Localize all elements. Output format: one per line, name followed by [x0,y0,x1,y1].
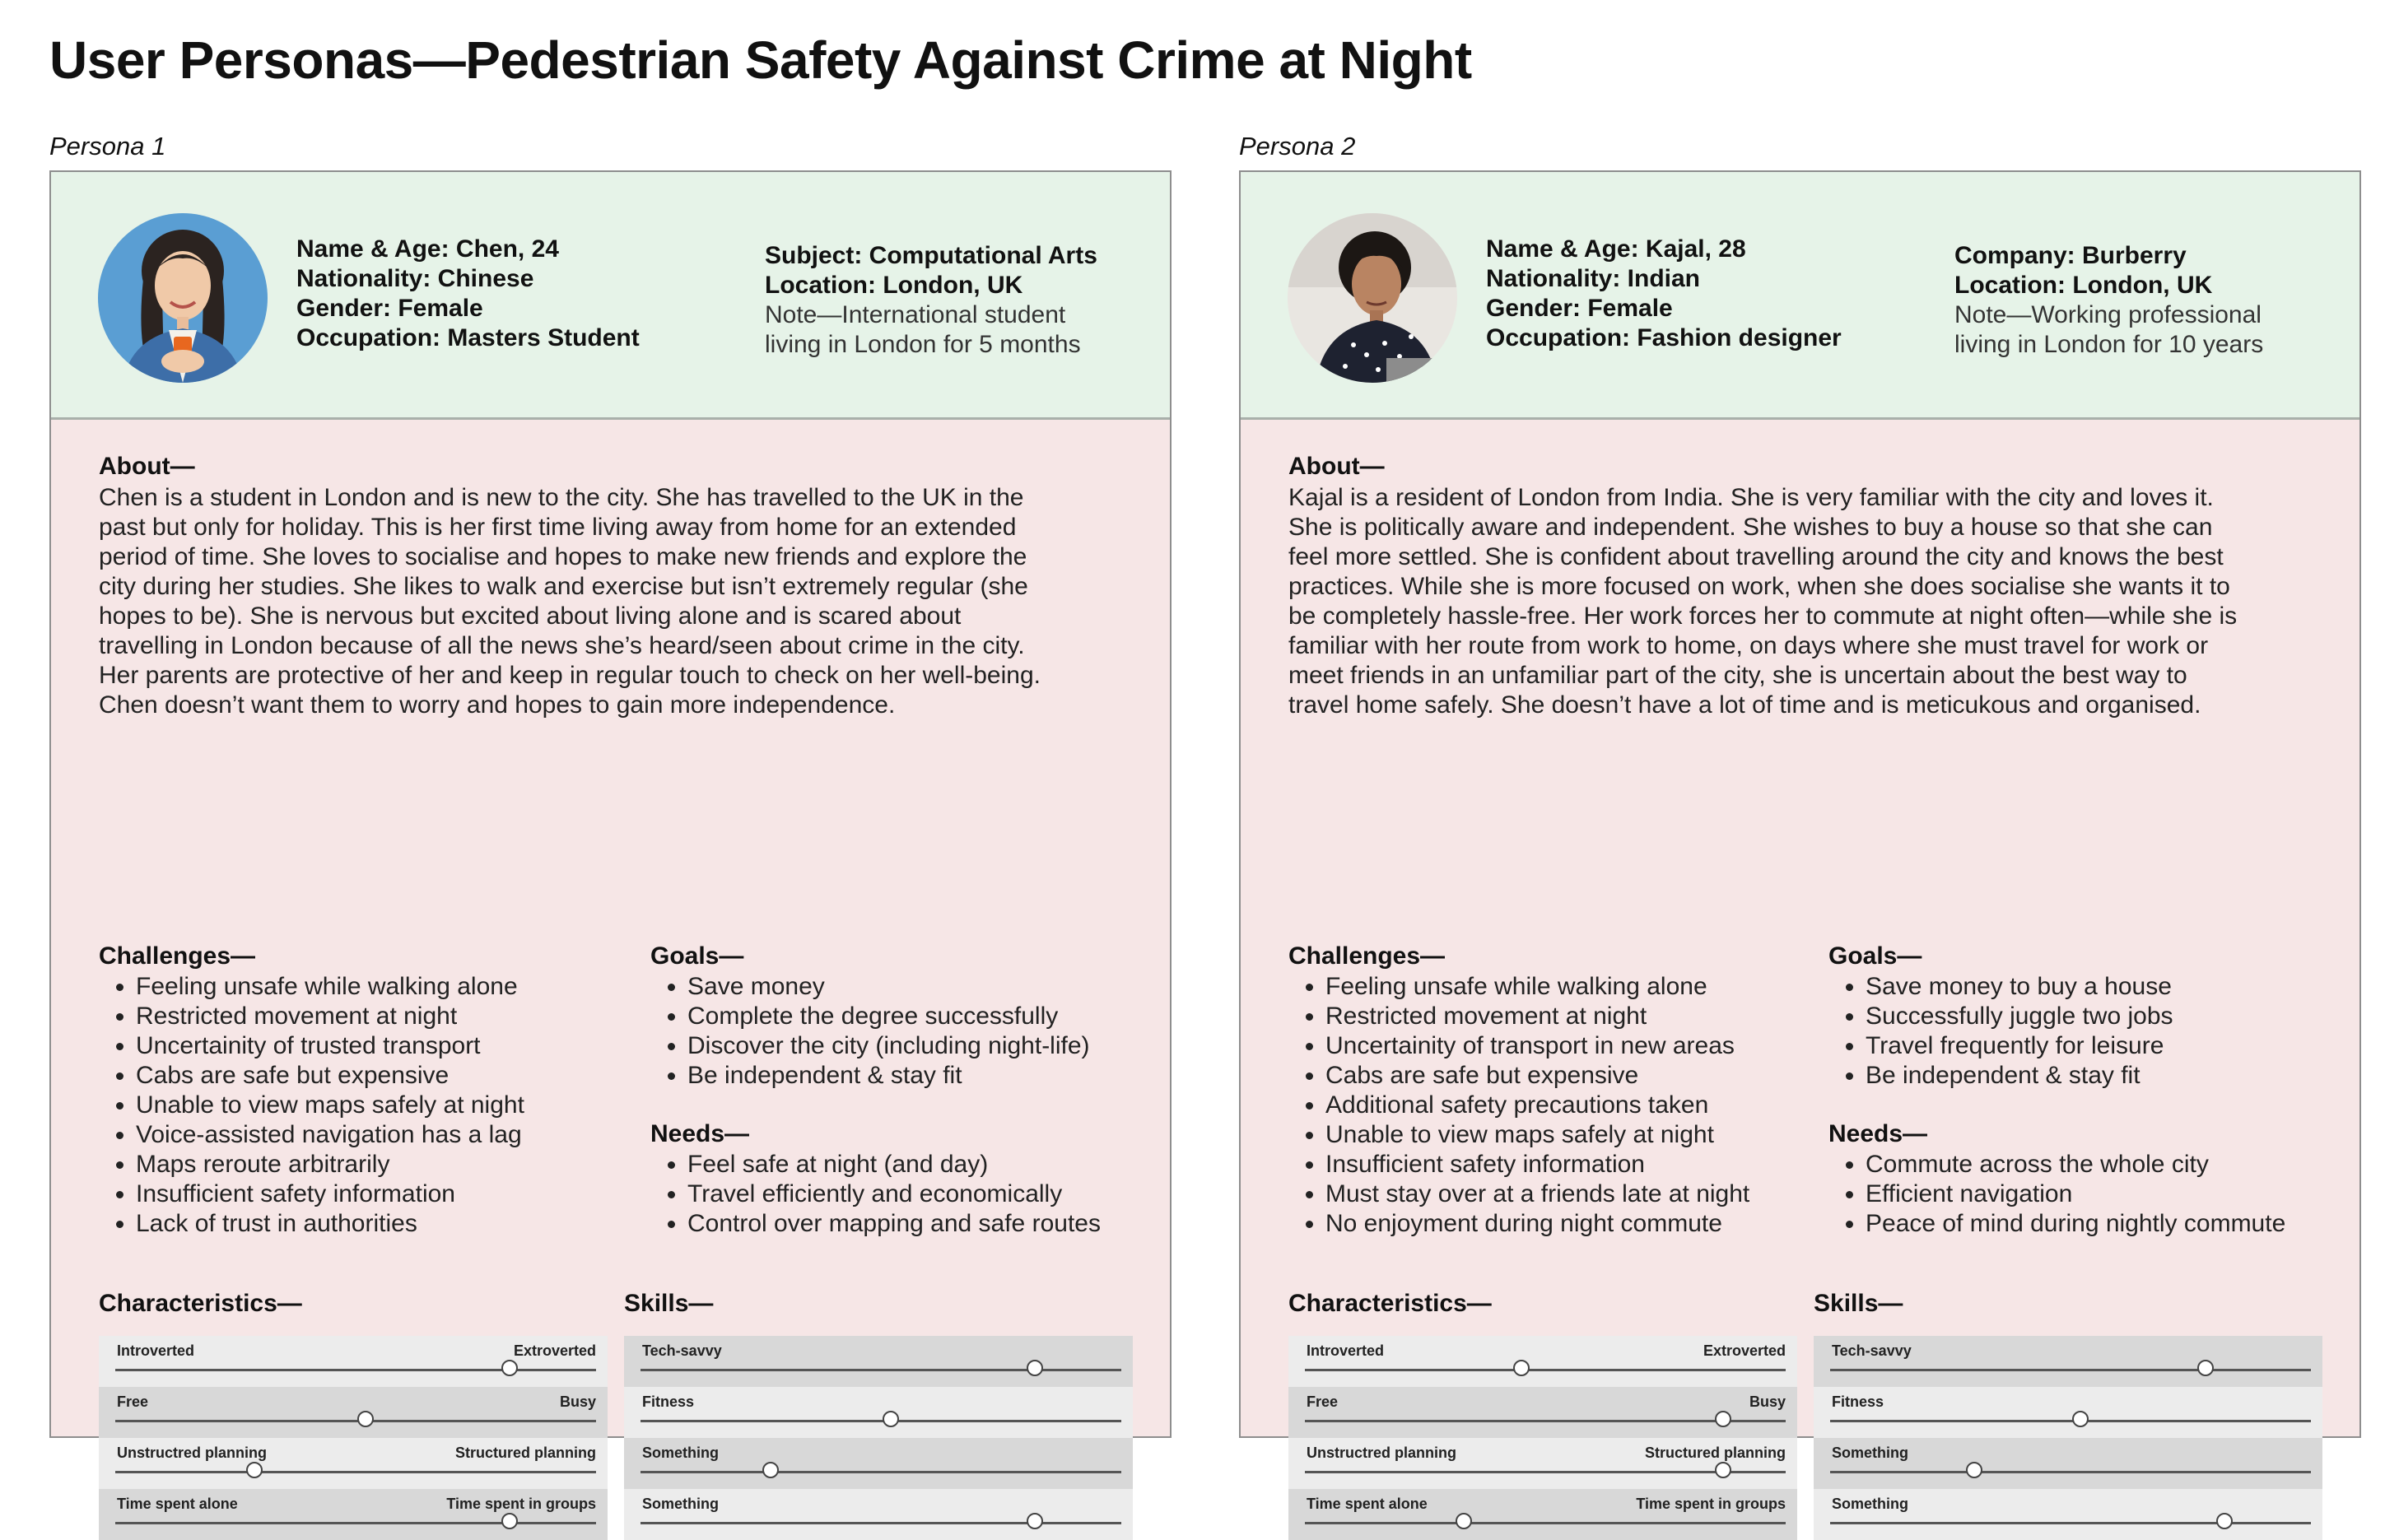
slider-row [99,1489,608,1540]
about-line: Chen doesn’t want them to worry and hopes to gain more independence. [99,691,896,719]
list-item: • Discover the city (including night-life) [687,1031,1090,1061]
about-line: travelling in London because of all the news she’s heard/seen about crime in the city. [99,632,1025,659]
persona-basic-info [1486,235,1842,353]
slider-row [1288,1336,1797,1387]
slider-left-label: Free [1307,1393,1339,1410]
list-item: • Be independent & stay fit [1866,1061,2173,1091]
characteristics-sliders [1288,1336,1797,1540]
list-item: • Insufficient safety information [1325,1150,1749,1179]
list-item: • Feeling unsafe while walking alone [136,972,524,1002]
slider-row [624,1438,1133,1489]
slider-thumb[interactable] [1027,1360,1043,1376]
note-line-2: living in London for 10 years [1954,331,2264,358]
slider-row [99,1438,608,1489]
slider-row [624,1489,1133,1540]
slider-thumb[interactable] [762,1462,779,1478]
list-item: • Feel safe at night (and day) [687,1150,1101,1179]
list-item: • Successfully juggle two jobs [1866,1002,2173,1031]
avatar-photo [1288,213,1457,383]
slider-left-label: Fitness [1832,1393,1884,1410]
slider-row [1814,1336,2322,1387]
list-item: • Cabs are safe but expensive [136,1061,524,1091]
persona-card [49,170,1172,1512]
slider-track [641,1369,1121,1371]
slider-row [1814,1438,2322,1489]
slider-track [115,1420,596,1422]
needs-heading: Needs— [1828,1120,1928,1147]
slider-right-label: Busy [1749,1393,1786,1410]
slider-thumb[interactable] [246,1462,263,1478]
slider-thumb[interactable] [1513,1360,1530,1376]
nationality: Nationality: Chinese [296,265,534,292]
list-item: • Uncertainity of transport in new areas [1325,1031,1749,1061]
about-line: Kajal is a resident of London from India. She is very familiar with the city and loves it. [1288,484,2214,511]
slider-left-label: Time spent alone [117,1496,238,1512]
slider-left-label: Unstructred planning [117,1445,268,1461]
slider-track [115,1471,596,1473]
list-item: • Feeling unsafe while walking alone [1325,972,1749,1002]
slider-thumb[interactable] [1715,1411,1731,1427]
gender: Gender: Female [1486,295,1673,322]
needs-list [1828,1150,2285,1239]
subject: Subject: Computational Arts [765,242,1097,269]
slider-track [1830,1522,2311,1524]
persona-label: Persona 2 [1239,132,1356,161]
about-line: She is politically aware and independent. She wishes to buy a house so that she can [1288,514,2213,541]
slider-thumb[interactable] [2072,1411,2089,1427]
goals-list [1828,972,2173,1091]
needs-list [650,1150,1101,1239]
goals-list [650,972,1090,1091]
slider-track [1830,1420,2311,1422]
list-item: • Restricted movement at night [1325,1002,1749,1031]
slider-track [115,1369,596,1371]
list-item: • Commute across the whole city [1866,1150,2285,1179]
slider-row [99,1336,608,1387]
slider-row [1814,1387,2322,1438]
slider-right-label: Time spent in groups [1636,1496,1786,1512]
persona-label: Persona 1 [49,132,166,161]
slider-thumb[interactable] [883,1411,899,1427]
list-item: • Cabs are safe but expensive [1325,1061,1749,1091]
slider-thumb[interactable] [1456,1513,1472,1529]
slider-thumb[interactable] [501,1360,518,1376]
slider-track [641,1420,1121,1422]
about-line: be completely hassle-free. Her work forces her to commute at night often—while she is [1288,603,2238,630]
slider-right-label: Time spent in groups [446,1496,596,1512]
slider-track [1305,1369,1786,1371]
slider-track [641,1522,1121,1524]
about-line: feel more settled. She is confident about travelling around the city and knows the best [1288,543,2224,570]
skills-heading: Skills— [624,1290,714,1317]
about-text [1288,483,2317,720]
avatar [1288,213,1457,383]
list-item: • Peace of mind during nightly commute [1866,1209,2285,1239]
about-line: travel home safely. She doesn’t have a lot of time and is meticukous and organised. [1288,691,2201,719]
persona-extra-info [1954,241,2263,360]
slider-row [1288,1489,1797,1540]
note-line-2: living in London for 5 months [765,331,1081,358]
slider-left-label: Something [642,1445,719,1461]
about-line: city during her studies. She likes to walk and exercise but isn’t extremely regular (she [99,573,1028,600]
slider-track [1830,1471,2311,1473]
slider-left-label: Fitness [642,1393,695,1410]
skills-heading: Skills— [1814,1290,1903,1317]
list-item: • Insufficient safety information [136,1179,524,1209]
about-line: familiar with her route from work to home, on days where she must travel for work or [1288,632,2209,659]
list-item: • Uncertainity of trusted transport [136,1031,524,1061]
slider-left-label: Something [1832,1496,1908,1512]
challenges-list [99,972,524,1239]
characteristics-heading: Characteristics— [99,1290,302,1317]
name-age: Name & Age: Chen, 24 [296,235,559,263]
about-line: period of time. She loves to socialise and hopes to make new friends and explore the [99,543,1027,570]
slider-row [1288,1438,1797,1489]
about-text [99,483,1128,720]
slider-thumb[interactable] [1715,1462,1731,1478]
list-item: • Save money [687,972,1090,1002]
list-item: • Must stay over at a friends late at night [1325,1179,1749,1209]
list-item: • Maps reroute arbitrarily [136,1150,524,1179]
occupation: Occupation: Fashion designer [1486,324,1842,351]
slider-track [641,1471,1121,1473]
slider-right-label: Structured planning [455,1445,596,1461]
about-line: hopes to be). She is nervous but excited about living alone and is scared about [99,603,962,630]
nationality: Nationality: Indian [1486,265,1701,292]
about-line: Chen is a student in London and is new to the city. She has travelled to the UK in the [99,484,1024,511]
list-item: • Lack of trust in authorities [136,1209,524,1239]
slider-track [1830,1369,2311,1371]
list-item: • Voice-assisted navigation has a lag [136,1120,524,1150]
gender: Gender: Female [296,295,483,322]
goals-heading: Goals— [650,942,744,970]
avatar [98,213,268,383]
slider-thumb[interactable] [1966,1462,1982,1478]
list-item: • Be independent & stay fit [687,1061,1090,1091]
slider-thumb[interactable] [501,1513,518,1529]
list-item: • Control over mapping and safe routes [687,1209,1101,1239]
slider-track [115,1522,596,1524]
list-item: • No enjoyment during night commute [1325,1209,1749,1239]
slider-thumb[interactable] [2216,1513,2233,1529]
persona-card [1239,170,2361,1512]
slider-row [1814,1489,2322,1540]
slider-left-label: Tech-savvy [642,1342,722,1359]
about-line: practices. While she is more focused on work, when she does socialise she wants it to [1288,573,2230,600]
name-age: Name & Age: Kajal, 28 [1486,235,1746,263]
slider-track [1305,1471,1786,1473]
slider-right-label: Extroverted [513,1342,596,1359]
about-line: past but only for holiday. This is her first time living away from home for an extended [99,514,1017,541]
slider-left-label: Free [117,1393,149,1410]
slider-row [1288,1387,1797,1438]
about-line: meet friends in an unfamiliar part of the city, she is uncertain about the best way to [1288,662,2187,689]
location: Location: London, UK [765,272,1023,299]
persona-extra-info [765,241,1097,360]
characteristics-heading: Characteristics— [1288,1290,1492,1317]
slider-track [1305,1420,1786,1422]
slider-left-label: Introverted [117,1342,195,1359]
list-item: • Restricted movement at night [136,1002,524,1031]
challenges-heading: Challenges— [1288,942,1446,970]
slider-left-label: Unstructred planning [1307,1445,1457,1461]
slider-left-label: Something [1832,1445,1908,1461]
slider-track [1305,1522,1786,1524]
slider-right-label: Busy [559,1393,596,1410]
location: Location: London, UK [1954,272,2213,299]
list-item: • Efficient navigation [1866,1179,2285,1209]
about-line: Her parents are protective of her and keep in regular touch to check on her well-being. [99,662,1041,689]
about-heading: About— [1288,453,1385,480]
persona-header [51,172,1170,420]
note-line-1: Note—Working professional [1954,301,2262,328]
challenges-list [1288,972,1749,1239]
list-item: • Save money to buy a house [1866,972,2173,1002]
slider-right-label: Extroverted [1703,1342,1786,1359]
list-item: • Unable to view maps safely at night [1325,1120,1749,1150]
company: Company: Burberry [1954,242,2187,269]
skills-sliders [1814,1336,2322,1540]
challenges-heading: Challenges— [99,942,256,970]
avatar-photo [98,213,268,383]
list-item: • Travel frequently for leisure [1866,1031,2173,1061]
slider-row [99,1387,608,1438]
slider-left-label: Time spent alone [1307,1496,1428,1512]
list-item: • Travel efficiently and economically [687,1179,1101,1209]
slider-left-label: Something [642,1496,719,1512]
slider-row [624,1387,1133,1438]
slider-left-label: Tech-savvy [1832,1342,1912,1359]
persona-header [1241,172,2359,420]
list-item: • Complete the degree successfully [687,1002,1090,1031]
goals-heading: Goals— [1828,942,1922,970]
about-heading: About— [99,453,195,480]
slider-thumb[interactable] [357,1411,374,1427]
slider-left-label: Introverted [1307,1342,1385,1359]
slider-row [624,1336,1133,1387]
occupation: Occupation: Masters Student [296,324,640,351]
list-item: • Unable to view maps safely at night [136,1091,524,1120]
slider-right-label: Structured planning [1645,1445,1786,1461]
persona-basic-info [296,235,640,353]
slider-thumb[interactable] [2197,1360,2214,1376]
list-item: • Additional safety precautions taken [1325,1091,1749,1120]
slider-thumb[interactable] [1027,1513,1043,1529]
characteristics-sliders [99,1336,608,1540]
note-line-1: Note—International student [765,301,1066,328]
page-title: User Personas—Pedestrian Safety Against Crime at Night [49,30,1472,90]
skills-sliders [624,1336,1133,1540]
needs-heading: Needs— [650,1120,750,1147]
